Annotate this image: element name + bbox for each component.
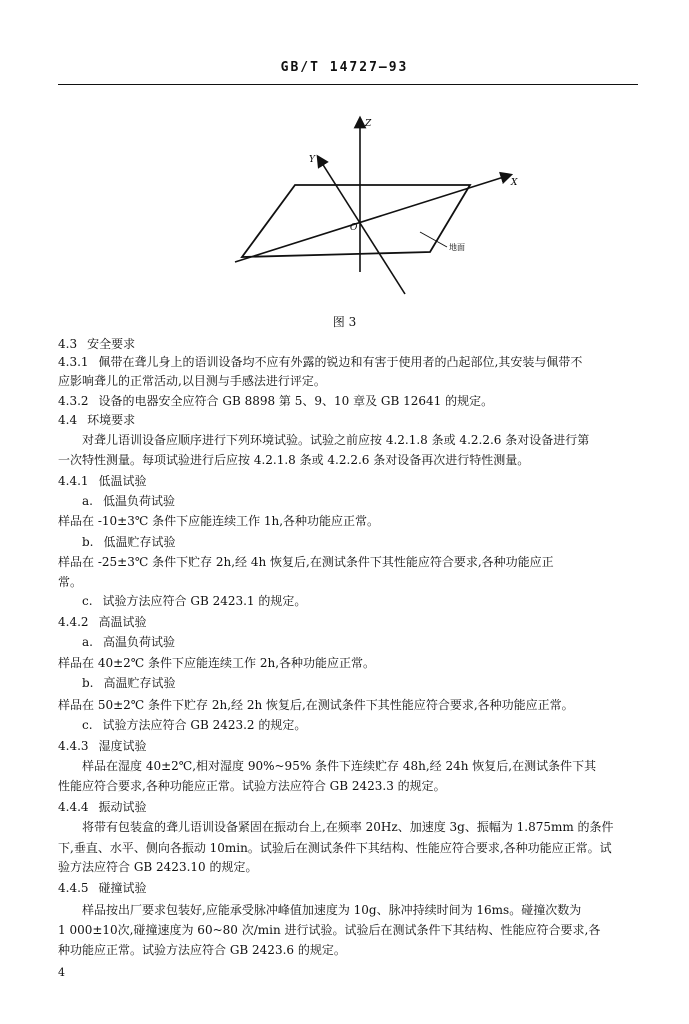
text-line xyxy=(58,675,638,691)
text-line xyxy=(58,717,638,733)
clause-text: 低温贮存试验 xyxy=(103,535,176,549)
clause-text: 验方法应符合 GB 2423.10 的规定。 xyxy=(58,860,258,874)
text-line xyxy=(58,432,638,448)
clause-text: 一次特性测量。每项试验进行后应按 4.2.1.8 条或 4.2.2.6 条对设备再次进行特性测量。 xyxy=(58,453,530,467)
clause-text: 样品在 50±2℃ 条件下贮存 2h,经 2h 恢复后,在测试条件下其性能应符合要求,各种功能应正常。 xyxy=(58,698,574,712)
figure-3-diagram xyxy=(225,112,525,297)
figure-caption: 图 3 xyxy=(332,315,357,329)
axis-y-label: Y xyxy=(309,155,315,165)
text-line xyxy=(58,473,638,489)
text-line xyxy=(58,574,638,590)
x-axis xyxy=(235,176,507,262)
clause-number: 4.4.1 xyxy=(58,474,89,488)
clause-number: 4.4.4 xyxy=(58,800,89,814)
clause-number: c. xyxy=(82,718,93,732)
clause-text: 试验方法应符合 GB 2423.1 的规定。 xyxy=(102,594,307,608)
text-line xyxy=(58,493,638,509)
axis-z-label: Z xyxy=(365,119,372,129)
clause-text: 低温试验 xyxy=(98,474,147,488)
page-number: 4 xyxy=(58,966,65,979)
clause-text: 对聋儿语训设备应顺序进行下列环境试验。试验之前应按 4.2.1.8 条或 4.2.2.6 条对设备进行第 xyxy=(82,433,590,447)
text-line xyxy=(58,554,638,570)
text-line xyxy=(58,942,638,958)
clause-text: 安全要求 xyxy=(87,337,136,351)
text-line xyxy=(58,452,638,468)
clause-text: 振动试验 xyxy=(98,800,147,814)
text-line xyxy=(58,393,638,409)
clause-text: 1 000±10次,碰撞速度为 60~80 次/min 进行试验。试验后在测试条件下其结构、性能应符合要求,各 xyxy=(58,923,601,937)
clause-text: 常。 xyxy=(58,575,83,589)
clause-text: 湿度试验 xyxy=(98,739,147,753)
header-rule xyxy=(58,84,638,85)
clause-number: 4.4 xyxy=(58,413,78,427)
clause-number: 4.4.2 xyxy=(58,615,89,629)
clause-text: 高温试验 xyxy=(98,615,147,629)
clause-text: 下,垂直、水平、侧向各振动 10min。试验后在测试条件下其结构、性能应符合要求,各种功能应正常。试 xyxy=(58,841,612,855)
ground-plane xyxy=(242,185,470,257)
clause-number: 4.3.2 xyxy=(58,394,89,408)
text-line xyxy=(58,614,638,630)
text-line xyxy=(58,634,638,650)
clause-text: 样品在湿度 40±2℃,相对湿度 90%~95% 条件下连续贮存 48h,经 24h 恢复后,在测试条件下其 xyxy=(82,759,597,773)
text-line xyxy=(58,859,638,875)
origin-label: O xyxy=(350,223,358,233)
text-line xyxy=(58,778,638,794)
y-axis xyxy=(320,160,405,294)
ground-label: 地面 xyxy=(449,243,465,252)
text-line xyxy=(58,534,638,550)
page-header: GB/T 14727—93 xyxy=(280,60,409,75)
text-line xyxy=(58,412,638,428)
text-line xyxy=(58,593,638,609)
axis-x-label: X xyxy=(511,178,518,188)
text-line xyxy=(58,902,638,918)
clause-text: 将带有包装盒的聋儿语训设备紧固在振动台上,在频率 20Hz、加速度 3g、振幅为 1.875mm 的条件 xyxy=(82,820,614,834)
clause-number: 4.3 xyxy=(58,337,78,351)
text-line xyxy=(58,354,638,370)
clause-number: a. xyxy=(82,635,93,649)
text-line xyxy=(58,655,638,671)
clause-number: 4.3.1 xyxy=(58,355,89,369)
text-line xyxy=(58,738,638,754)
clause-number: b. xyxy=(82,535,94,549)
clause-number: b. xyxy=(82,676,94,690)
clause-text: 性能应符合要求,各种功能应正常。试验方法应符合 GB 2423.3 的规定。 xyxy=(58,779,446,793)
text-line xyxy=(58,819,638,835)
text-line xyxy=(58,513,638,529)
clause-text: 样品在 40±2℃ 条件下应能连续工作 2h,各种功能应正常。 xyxy=(58,656,376,670)
clause-text: 应影响聋儿的正常活动,以目测与手感法进行评定。 xyxy=(58,374,326,388)
clause-text: 设备的电器安全应符合 GB 8898 第 5、9、10 章及 GB 12641 的规定。 xyxy=(98,394,494,408)
clause-text: 佩带在聋儿身上的语训设备均不应有外露的锐边和有害于使用者的凸起部位,其安装与佩带不 xyxy=(98,355,583,369)
clause-text: 环境要求 xyxy=(87,413,136,427)
text-line xyxy=(58,373,638,389)
text-line xyxy=(58,840,638,856)
clause-number: c. xyxy=(82,594,93,608)
clause-text: 试验方法应符合 GB 2423.2 的规定。 xyxy=(102,718,307,732)
clause-text: 低温负荷试验 xyxy=(102,494,175,508)
clause-number: 4.4.3 xyxy=(58,739,89,753)
text-line xyxy=(58,758,638,774)
text-line xyxy=(58,880,638,896)
text-line xyxy=(58,922,638,938)
clause-text: 种功能应正常。试验方法应符合 GB 2423.6 的规定。 xyxy=(58,943,346,957)
clause-text: 高温贮存试验 xyxy=(103,676,176,690)
clause-text: 碰撞试验 xyxy=(98,881,147,895)
clause-text: 样品按出厂要求包装好,应能承受脉冲峰值加速度为 10g、脉冲持续时间为 16ms。碰撞次数为 xyxy=(82,903,582,917)
clause-text: 样品在 -25±3℃ 条件下贮存 2h,经 4h 恢复后,在测试条件下其性能应符合要求,各种功能应正 xyxy=(58,555,554,569)
clause-text: 样品在 -10±3℃ 条件下应能连续工作 1h,各种功能应正常。 xyxy=(58,514,380,528)
clause-number: 4.4.5 xyxy=(58,881,89,895)
clause-number: a. xyxy=(82,494,93,508)
text-line xyxy=(58,799,638,815)
clause-text: 高温负荷试验 xyxy=(102,635,175,649)
text-line xyxy=(58,697,638,713)
text-line xyxy=(58,336,638,352)
